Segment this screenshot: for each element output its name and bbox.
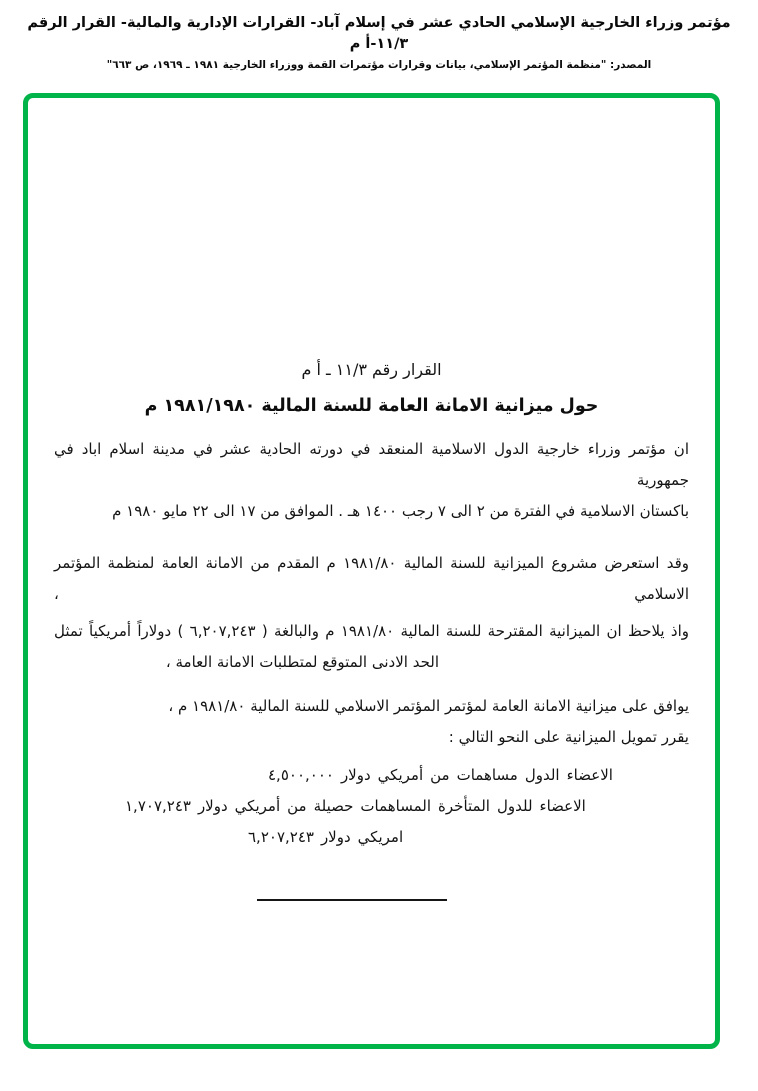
budget-word: من: [430, 766, 450, 785]
budget-word: من: [287, 797, 307, 816]
paragraph-noting-amount-line1: واذ يلاحظ ان الميزانية المقترحة للسنة المالية ١٩٨١/٨٠ م والبالغة ( ٦,٢٠٧,٢٤٣ ) دولاراً أمريكياً تمثل: [54, 622, 689, 641]
resolution-number-line: القرار رقم ١١/٣ ـ أ م: [301, 360, 442, 380]
budget-line-member-contributions: [268, 760, 689, 791]
resolution-title: حول ميزانية الامانة العامة للسنة المالية ١٩٨١/١٩٨٠ م: [144, 396, 599, 417]
paragraph-noting-amount: [54, 616, 689, 678]
budget-word: الاعضاء: [566, 766, 613, 785]
budget-word: الدول: [524, 766, 560, 785]
page-header: [0, 13, 758, 71]
budget-word: دولار: [320, 828, 351, 847]
budget-financing-list: [54, 760, 689, 853]
budget-word: ٤,٥٠٠,٠٠٠: [268, 766, 334, 785]
budget-word: أمريكي: [377, 766, 424, 785]
document-header-title: مؤتمر وزراء الخارجية الإسلامي الحادي عشر في إسلام آباد- القرارات الإدارية والمالية- القرار الرقم ١١/٣-أ م: [27, 15, 731, 53]
paragraph-preamble-line1: ان مؤتمر وزراء خارجية الدول الاسلامية المنعقد في دورته الحادية عشر في مدينة اسلام اباد في جمهورية: [54, 440, 689, 490]
green-frame-document-box: [23, 93, 720, 1049]
budget-word: المساهمات: [360, 797, 432, 816]
budget-line-total: [248, 822, 689, 853]
scanned-document-page: [0, 13, 758, 1091]
budget-word: الاعضاء: [539, 797, 586, 816]
budget-word: المتأخرة: [438, 797, 490, 816]
budget-word: أمريكي: [234, 797, 281, 816]
budget-word: حصيلة: [313, 797, 354, 816]
budget-word: دولار: [340, 766, 371, 785]
source-citation-line: المصدر: "منظمة المؤتمر الإسلامي، بيانات وقرارات مؤتمرات القمة ووزراء الخارجية ١٩٨١ ـ ١٩٦٩، ص ٦٦٣": [106, 59, 652, 72]
divider-line: [257, 899, 447, 901]
budget-word: مساهمات: [456, 766, 518, 785]
budget-word: دولار: [197, 797, 228, 816]
paragraph-decides-financing: يقرر تمويل الميزانية على النحو التالي :: [448, 728, 689, 747]
paragraph-noting-amount-line2: الحد الادنى المتوقع لمتطلبات الامانة العامة ،: [165, 653, 439, 672]
paragraph-preamble-line2: باكستان الاسلامية في الفترة من ٢ الى ٧ رجب ١٤٠٠ هـ . الموافق من ١٧ الى ٢٢ مايو ١٩٨٠ م: [112, 502, 689, 521]
budget-word: امريكي: [357, 828, 404, 847]
blank-top-area: [54, 98, 689, 358]
budget-word: ٦,٢٠٧,٢٤٣: [248, 828, 314, 847]
budget-line-arrears-proceeds: [125, 791, 689, 822]
budget-word: للدول: [496, 797, 533, 816]
paragraph-approves-budget: يوافق على ميزانية الامانة العامة لمؤتمر المؤتمر الاسلامي للسنة المالية ١٩٨١/٨٠ م ،: [168, 697, 689, 716]
budget-word: ١,٧٠٧,٢٤٣: [125, 797, 191, 816]
paragraph-reviewed-budget: وقد استعرض مشروع الميزانية للسنة المالية ١٩٨١/٨٠ م المقدم من الامانة العامة لمنظمة المؤتمر الاسلامي ،: [54, 554, 689, 604]
paragraph-preamble: [54, 434, 689, 527]
